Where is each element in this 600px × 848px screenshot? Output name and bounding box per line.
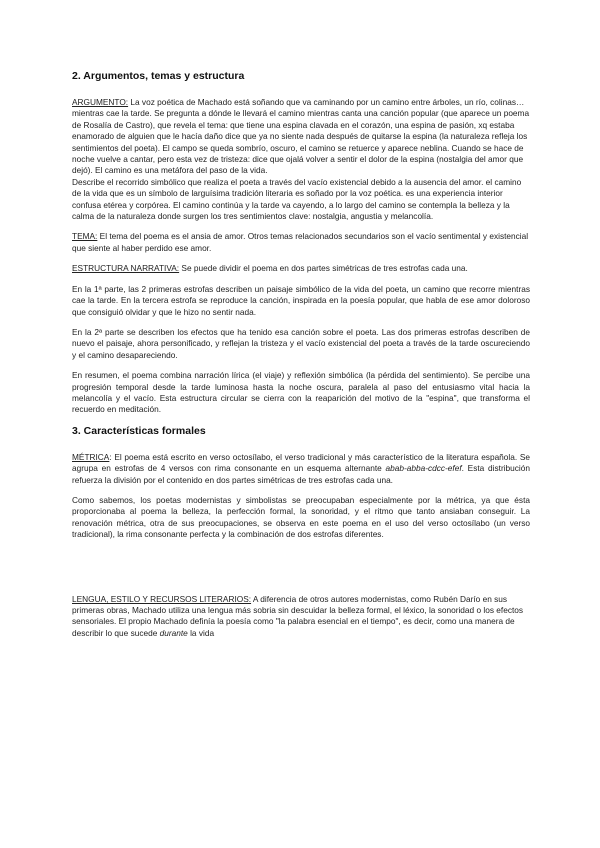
section-2-heading: 2. Argumentos, temas y estructura: [72, 70, 245, 82]
lengua-emph: durante: [159, 627, 188, 638]
lengua-text-after: la vida: [187, 627, 215, 638]
parte-2-paragraph: En la 2ª parte se describen los efectos que ha tenido esa canción sobre el poeta. Las dos primeras estrofas describen de nuevo el paisaje, ahora personificado, y reflejan la tristeza y el vacío existencial del poeta a través de la tarde oscureciendo y el camino desapareciendo.: [72, 326, 530, 360]
resumen-paragraph: En resumen, el poema combina narración lírica (el viaje) y reflexión simbólica (la pérdida del sentimiento). Se percibe una progresión temporal desde la tarde luminosa hasta la noche oscura, paralela al paso del entusiasmo vital hacia la melancolía y el vacío. Esta estructura circular se cierra con la reaparición del motivo de la "espina", que transforma el recuerdo en meditación.: [72, 370, 530, 415]
argumento-label: ARGUMENTO:: [72, 97, 129, 107]
estructura-label: ESTRUCTURA NARRATIVA:: [72, 263, 180, 274]
tema-text: El tema del poema es el ansia de amor. Otros temas relacionados secundarios son el vacío sentimental y existencial que siente al haber perdido ese amor.: [72, 231, 529, 253]
argumento-text: La voz poética de Machado está soñando que va caminando por un camino entre árboles, un río, colinas… mientras cae la tarde. Se pregunta a dónde le llevará el camino mientras canta una canción popular (que aparece un poema de Rosalía de Castro), que revela el tema: que tiene una espina clavada en el corazón, una espina de pasión, xq estaba enamorado de alguien que le hacía daño dice que ya no siente nada después de quitarse la espina (la naturaleza refleja los sentimientos del poeta). El campo se queda sombrío, oscuro, el camino se retuerce y aparece neblina. Cuando se hace de noche vuelve a cantar, pero esta vez de tristeza: dice que ojalá volver a sentir el dolor de la espina (nostalgia del amor que dejó). El camino es una metáfora del paso de la vida.: [72, 97, 530, 176]
tema-label: TEMA:: [72, 231, 98, 242]
estructura-paragraph: [72, 263, 530, 274]
metrica-label: MÉTRICA: [72, 451, 110, 462]
metrica-scheme: abab-abba-cdcc-efef: [385, 463, 462, 474]
section-3-heading: 3. Características formales: [72, 424, 206, 437]
parte-1-paragraph: En la 1ª parte, las 2 primeras estrofas describen un paisaje simbólico de la vida del poeta, un camino que recorre mientras cae la tarde. En la tercera estrofa se reproduce la canción, inspirada en la poesía popular, que habla de ese amor doloroso que consiguió olvidar y que le hizo no sentir nada.: [72, 283, 530, 317]
argumento-paragraph: [72, 97, 530, 177]
spacer: [72, 550, 530, 594]
lengua-text-before: A diferencia de otros autores modernistas, como Rubén Darío en sus primeras obras, Machado utiliza una lengua más sobria sin descuidar la belleza formal, el léxico, la sonoridad o los efectos sensoriales. El propio Machado definía la poesía como "la palabra esencial en el tiempo", es decir, como una manera de describir lo que sucede: [72, 593, 524, 638]
tema-paragraph: [72, 231, 530, 254]
metrica-text-before: : El poema está escrito en verso octosílabo, el verso tradicional y más característico de la literatura española. Se agrupa en estrofas de 4 versos con rima consonante en un esquema alternante: [72, 451, 530, 474]
metrica-paragraph: [72, 452, 530, 486]
lengua-label: LENGUA, ESTILO Y RECURSOS LITERARIOS:: [72, 593, 252, 604]
document-body: [72, 70, 530, 648]
modernistas-paragraph: Como sabemos, los poetas modernistas y simbolistas se preocupaban especialmente por la métrica, ya que ésta proporcionaba al poema la belleza, la perfección formal, la sonoridad, y el ritmo que tanto ansiaban conseguir. La renovación métrica, otra de sus preocupaciones, se observa en este poema en el uso del verso octosílabo (un verso tradicional), la rima consonante perfecta y la combinación de dos estrofas diferentes.: [72, 494, 530, 540]
metrica-text-after: . Esta distribución refuerza la división por el contenido en dos partes simétricas de tres estrofas cada una.: [72, 463, 530, 485]
lengua-paragraph: [72, 594, 530, 640]
estructura-text: Se puede dividir el poema en dos partes simétricas de tres estrofas cada una.: [179, 263, 468, 274]
describe-paragraph: Describe el recorrido simbólico que realiza el poeta a través del vacío existencial debido a la ausencia del amor. el camino de la vida que es un símbolo de larguísima tradición literaria es soñado por la voz poética. es una experiencia interior confusa etérea y corpórea. El camino continúa y la tarde va cayendo, a lo largo del camino se contempla la belleza y la calma de la naturaleza donde surgen los tres sentimientos clave: nostalgia, angustia y melancolía.: [72, 176, 522, 222]
